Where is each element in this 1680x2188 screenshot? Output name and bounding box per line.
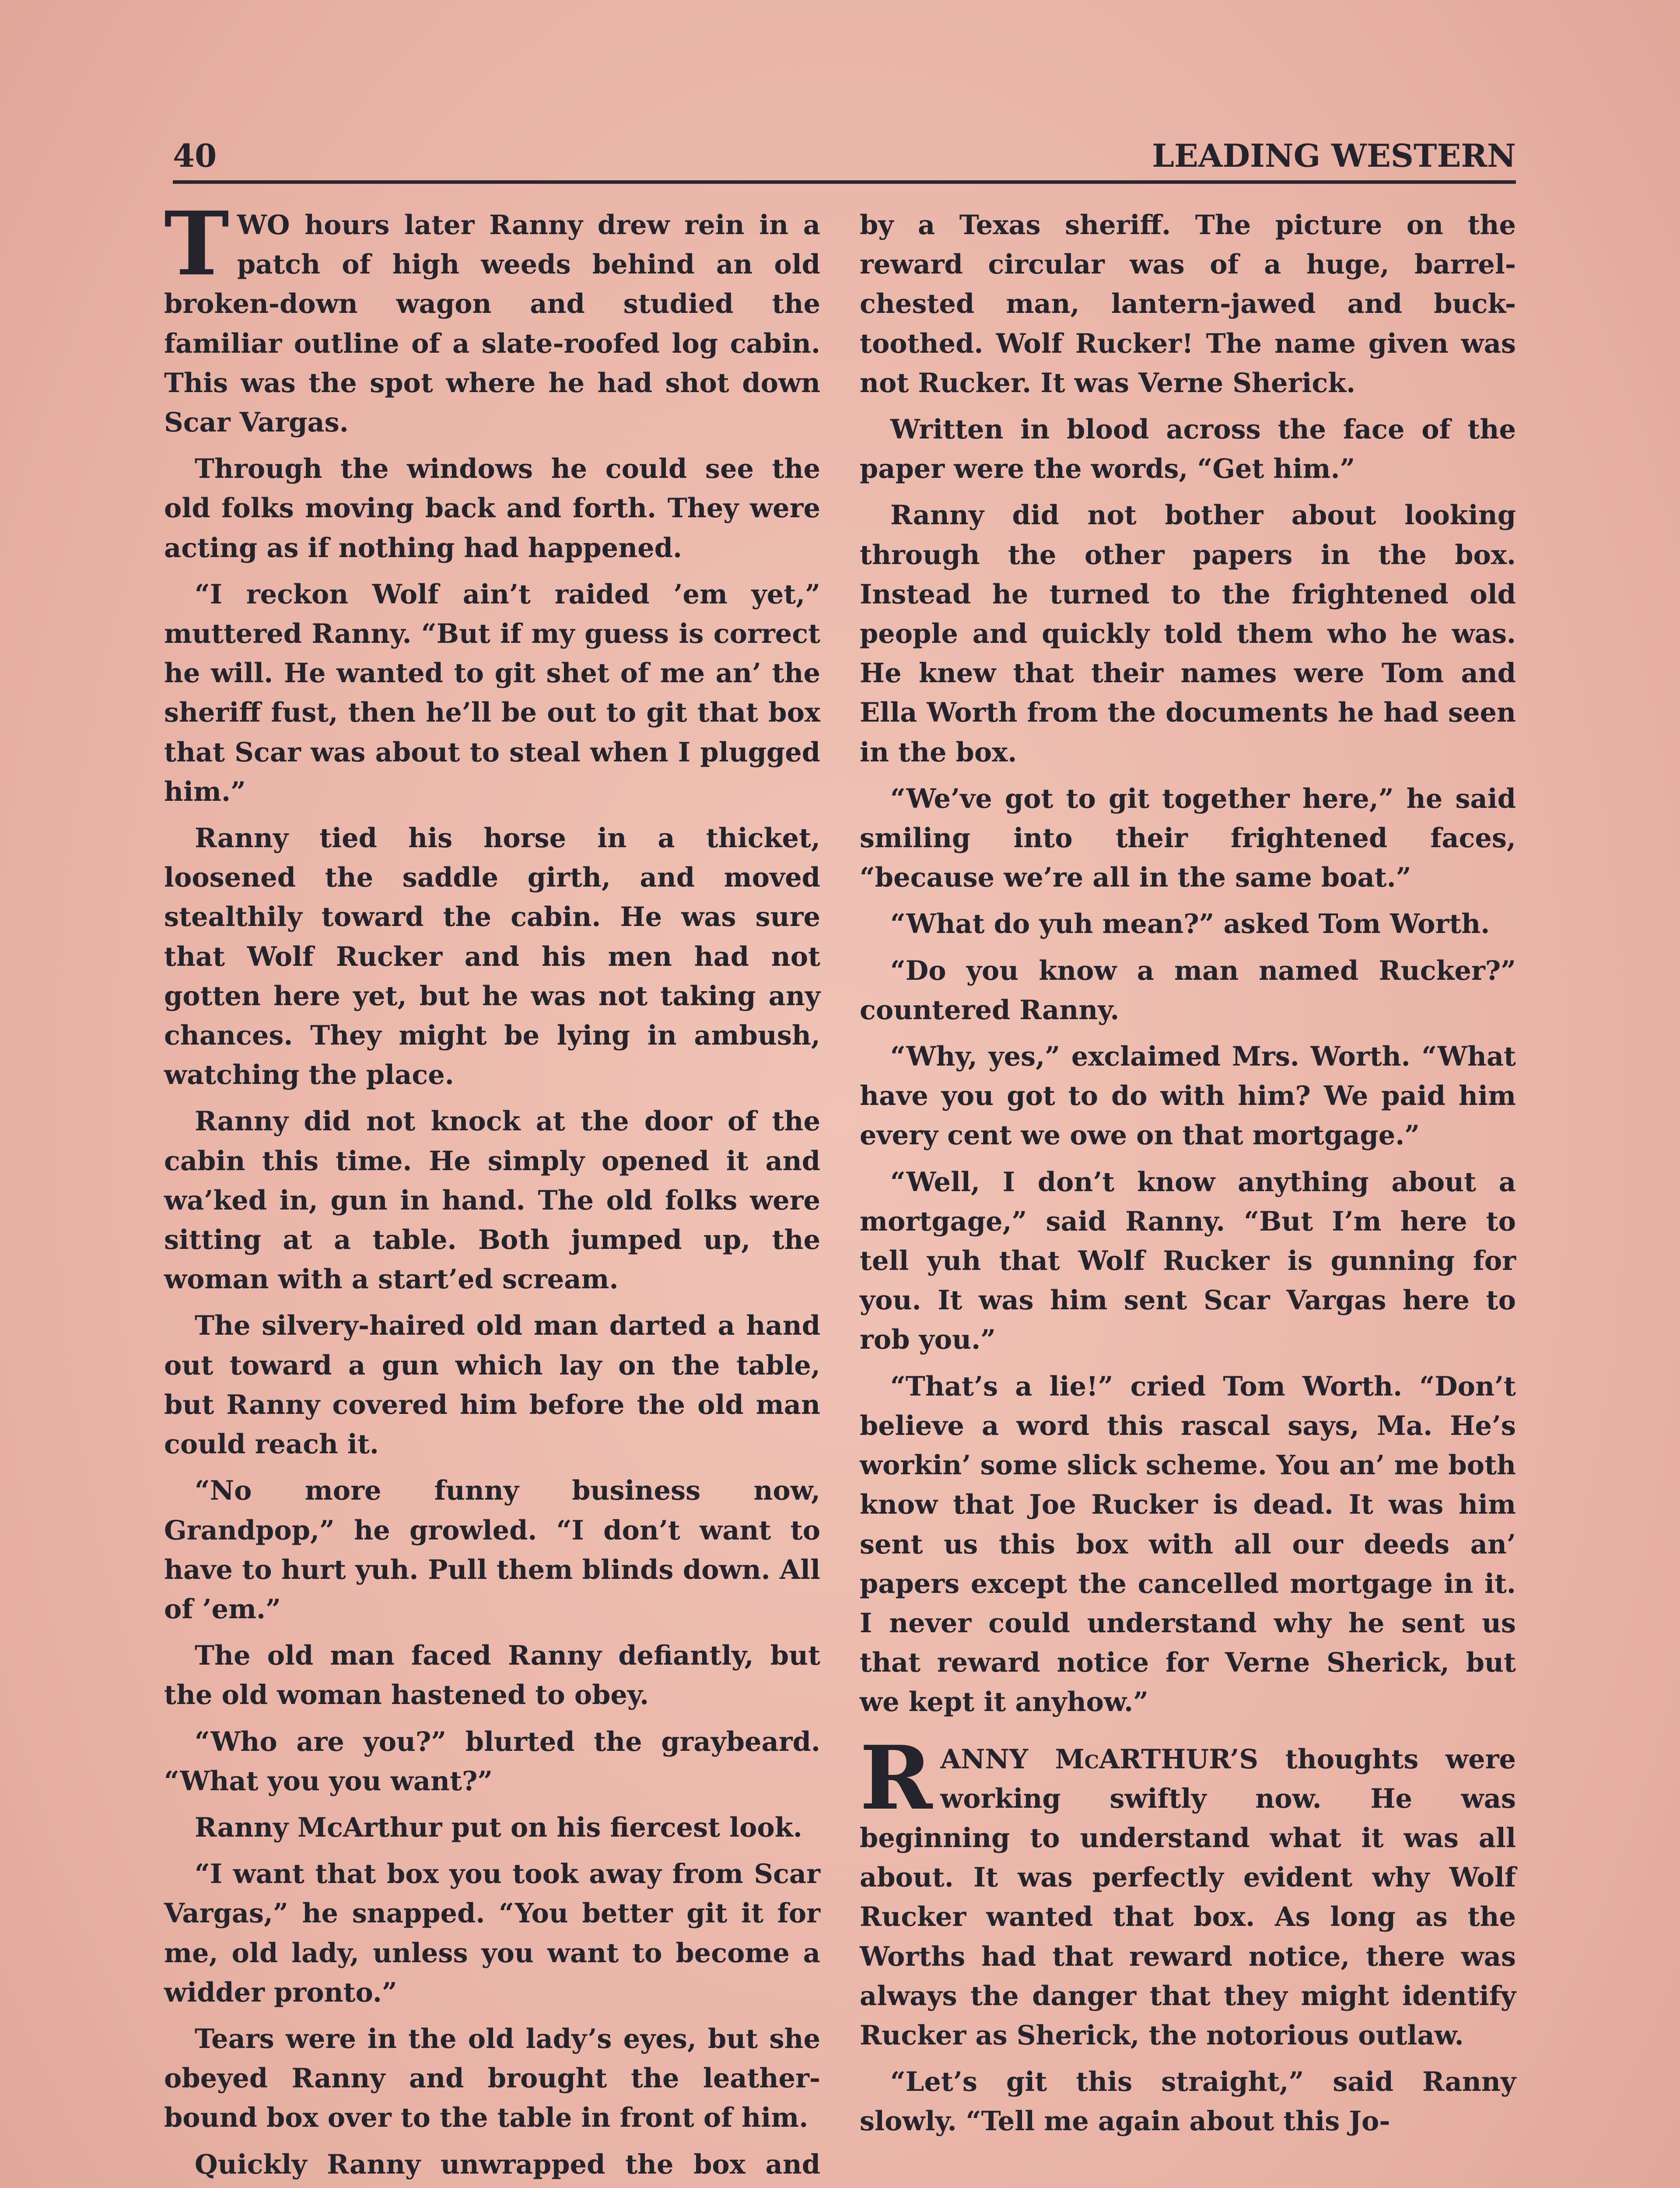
paragraph: “That’s a lie!” cried Tom Worth. “Don’t believe a word this rascal says, Ma. He’s workin’ some slick scheme. You an’ me both know that Joe Rucker is dead. It was him sent us this box with all our deeds an’ papers except the cancelled mortgage in it. I never could understand why he sent us that reward notice for Verne Sherick, but we kept it anyhow.” xyxy=(860,1371,1516,1718)
paragraph: “Who are you?” blurted the graybeard. “What you you want?” xyxy=(164,1726,820,1797)
paragraph: TWO hours later Ranny drew rein in a patch of high weeds behind an old broken-down wagon and studied the familiar outline of a slate-roofed log cabin. This was the spot where he had shot down Scar Vargas. xyxy=(164,193,820,438)
magazine-title: LEADING WESTERN xyxy=(1152,137,1516,174)
paragraph: “What do yuh mean?” asked Tom Worth. xyxy=(890,908,1490,940)
paragraph: Ranny did not bother about looking through the other papers in the box. Instead he turned to the frightened old people and quickly told them who he was. He knew that their names were Tom and Ella Worth from the documents he had seen in the box. xyxy=(860,500,1516,768)
paragraph: “Well, I don’t know anything about a mortgage,” said Ranny. “But I’m here to tell yuh that Wolf Rucker is gunning for you. It was him sent Scar Vargas here to rob you.” xyxy=(860,1166,1516,1356)
paragraph: The old man faced Ranny defiantly, but the old woman hastened to obey. xyxy=(164,1640,820,1711)
paragraph: Quickly Ranny unwrapped the box and xyxy=(195,2149,820,2180)
page-header xyxy=(173,126,1516,174)
paragraph: “Do you know a man named Rucker?” countered Ranny. xyxy=(860,955,1516,1026)
paragraph: “I want that box you took away from Scar Vargas,” he snapped. “You better git it for me, old lady, unless you want to become a widder pronto.” xyxy=(164,1858,820,2008)
paragraph: “We’ve got to git together here,” he said smiling into their frightened faces, “because we’re all in the same boat.” xyxy=(860,783,1516,894)
paragraph: Ranny did not knock at the door of the cabin this time. He simply opened it and wa’ked in, gun in hand. The old folks were sitting at a table. Both jumped up, the woman with a start’ed scream. xyxy=(164,1106,820,1295)
paragraph: RANNY McARTHUR’S thoughts were working swiftly now. He was beginning to understand what it was all about. It was perfectly evident why Wolf Rucker wanted that box. As long as the Worths had that reward notice, there was always the danger that they might identify Rucker as Sherick, the notorious outlaw. xyxy=(860,1726,1516,2051)
paragraph: “Let’s git this straight,” said Ranny slowly. “Tell me again about this Jo- xyxy=(860,2066,1516,2137)
paragraph: “No more funny business now, Grandpop,” he growled. “I don’t want to have to hurt yuh. Pull them blinds down. All of ’em.” xyxy=(164,1475,820,1625)
paragraph: Written in blood across the face of the paper were the words, “Get him.” xyxy=(860,414,1516,485)
drop-cap: R xyxy=(860,1726,933,1830)
right-column xyxy=(860,206,1516,2149)
paragraph: by a Texas sheriff. The picture on the reward circular was of a huge, barrel-chested man, lantern-jawed and buck-toothed. Wolf Rucker! The name given was not Rucker. It was Verne Sherick. xyxy=(860,210,1516,399)
paragraph: Tears were in the old lady’s eyes, but she obeyed Ranny and brought the leather-bound box over to the table in front of him. xyxy=(164,2023,820,2134)
header-rule xyxy=(173,180,1516,184)
paragraph: The silvery-haired old man darted a hand out toward a gun which lay on the table, but Ranny covered him before the old man could reach it. xyxy=(164,1310,820,1460)
paragraph: Through the windows he could see the old folks moving back and forth. They were acting as if nothing had happened. xyxy=(164,453,820,564)
paragraph: “Why, yes,” exclaimed Mrs. Worth. “What have you got to do with him? We paid him every cent we owe on that mortgage.” xyxy=(860,1041,1516,1151)
left-column xyxy=(164,193,820,2188)
page-number: 40 xyxy=(173,137,217,174)
paragraph: Ranny McArthur put on his fiercest look. xyxy=(195,1812,802,1843)
paragraph: “I reckon Wolf ain’t raided ’em yet,” muttered Ranny. “But if my guess is correct he will. He wanted to git shet of me an’ the sheriff fust, then he’ll be out to git that box that Scar was about to steal when I plugged him.” xyxy=(164,579,820,807)
small-caps-lead: ANNY McARTHUR’S xyxy=(940,1743,1259,1775)
drop-cap: T xyxy=(164,193,229,295)
paragraph: Ranny tied his horse in a thicket, loosened the saddle girth, and moved stealthily toward the cabin. He was sure that Wolf Rucker and his men had not gotten here yet, but he was not taking any chances. They might be lying in ambush, watching the place. xyxy=(164,823,820,1091)
